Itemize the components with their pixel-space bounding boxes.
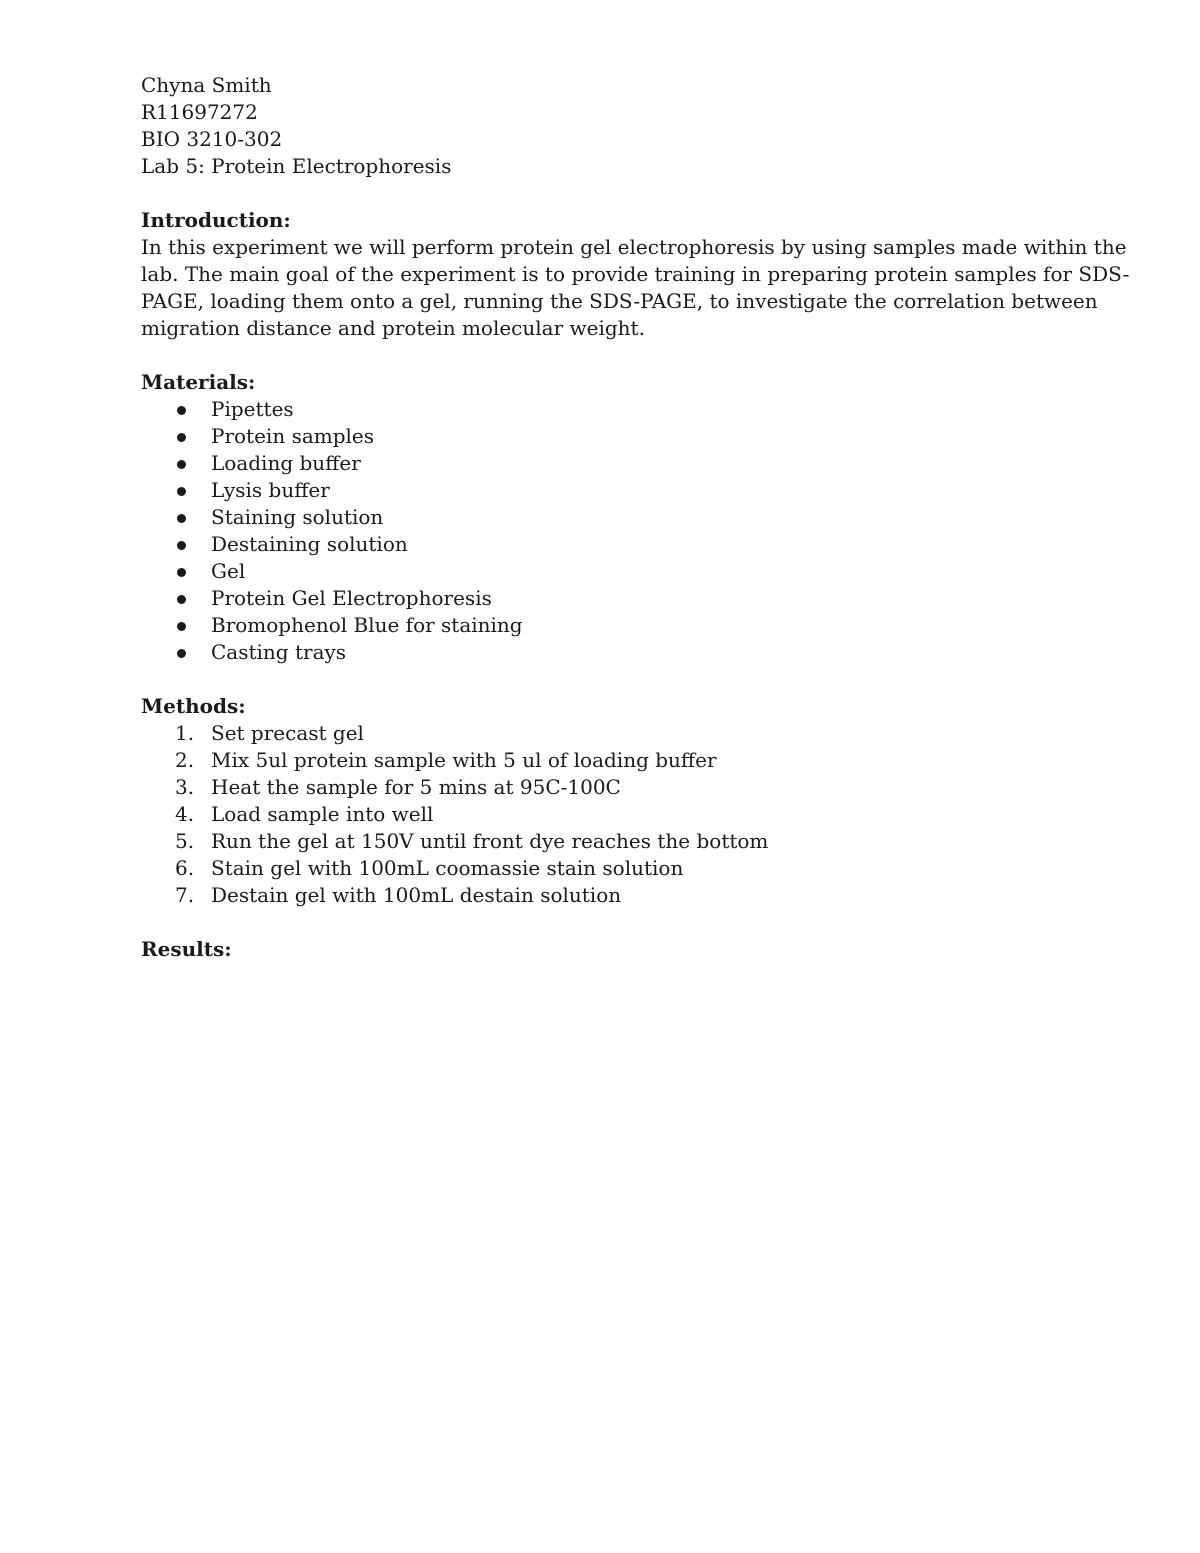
- material-text: Loading buffer: [211, 451, 361, 475]
- method-text: Run the gel at 150V until front dye reaches the bottom: [211, 829, 769, 853]
- method-text: Set precast gel: [211, 721, 364, 745]
- material-text: Gel: [211, 559, 246, 583]
- method-text: Mix 5ul protein sample with 5 ul of loading buffer: [211, 748, 717, 772]
- material-text: Destaining solution: [211, 532, 408, 556]
- introduction-section: [141, 207, 1130, 342]
- results-heading: Results:: [141, 937, 232, 961]
- list-item: [141, 477, 1061, 504]
- material-text: Casting trays: [211, 640, 347, 664]
- material-text: Protein Gel Electrophoresis: [211, 586, 492, 610]
- step-number: 2.: [175, 748, 195, 772]
- results-section: [141, 936, 1061, 963]
- methods-heading: Methods:: [141, 694, 246, 718]
- list-item: [141, 504, 1061, 531]
- bullet-icon: [177, 487, 186, 496]
- introduction-line: PAGE, loading them onto a gel, running the SDS-PAGE, to investigate the correlation between: [141, 289, 1098, 313]
- bullet-icon: [177, 595, 186, 604]
- methods-section: [141, 693, 1061, 909]
- bullet-icon: [177, 622, 186, 631]
- step-number: 1.: [175, 721, 195, 745]
- step-number: 7.: [175, 883, 195, 907]
- bullet-icon: [177, 514, 186, 523]
- bullet-icon: [177, 541, 186, 550]
- material-text: Bromophenol Blue for staining: [211, 613, 523, 637]
- introduction-heading: Introduction:: [141, 208, 291, 232]
- list-item: [141, 639, 1061, 666]
- student-id: R11697272: [141, 100, 258, 124]
- materials-list: [141, 396, 1061, 666]
- bullet-icon: [177, 406, 186, 415]
- bullet-icon: [177, 460, 186, 469]
- method-text: Heat the sample for 5 mins at 95C-100C: [211, 775, 621, 799]
- material-text: Protein samples: [211, 424, 375, 448]
- list-item: [141, 882, 1061, 909]
- list-item: [141, 747, 1061, 774]
- document-content: [141, 72, 1130, 963]
- list-item: [141, 720, 1061, 747]
- bullet-icon: [177, 568, 186, 577]
- step-number: 3.: [175, 775, 195, 799]
- list-item: [141, 855, 1061, 882]
- list-item: [141, 774, 1061, 801]
- step-number: 5.: [175, 829, 195, 853]
- step-number: 6.: [175, 856, 195, 880]
- list-item: [141, 828, 1061, 855]
- header-block: [141, 72, 1061, 180]
- materials-section: [141, 369, 1061, 666]
- method-text: Destain gel with 100mL destain solution: [211, 883, 622, 907]
- list-item: [141, 531, 1061, 558]
- introduction-line: migration distance and protein molecular weight.: [141, 316, 645, 340]
- material-text: Lysis buffer: [211, 478, 330, 502]
- lab-title: Lab 5: Protein Electrophoresis: [141, 154, 452, 178]
- method-text: Stain gel with 100mL coomassie stain solution: [211, 856, 684, 880]
- step-number: 4.: [175, 802, 195, 826]
- materials-heading: Materials:: [141, 370, 256, 394]
- list-item: [141, 801, 1061, 828]
- material-text: Pipettes: [211, 397, 294, 421]
- course-code: BIO 3210-302: [141, 127, 283, 151]
- method-text: Load sample into well: [211, 802, 434, 826]
- list-item: [141, 423, 1061, 450]
- list-item: [141, 612, 1061, 639]
- material-text: Staining solution: [211, 505, 384, 529]
- introduction-line: In this experiment we will perform protein gel electrophoresis by using samples made within the: [141, 235, 1127, 259]
- list-item: [141, 558, 1061, 585]
- list-item: [141, 450, 1061, 477]
- bullet-icon: [177, 433, 186, 442]
- methods-list: [141, 720, 1061, 909]
- list-item: [141, 396, 1061, 423]
- introduction-line: lab. The main goal of the experiment is to provide training in preparing protein samples for SDS-: [141, 262, 1130, 286]
- bullet-icon: [177, 649, 186, 658]
- list-item: [141, 585, 1061, 612]
- author-name: Chyna Smith: [141, 73, 272, 97]
